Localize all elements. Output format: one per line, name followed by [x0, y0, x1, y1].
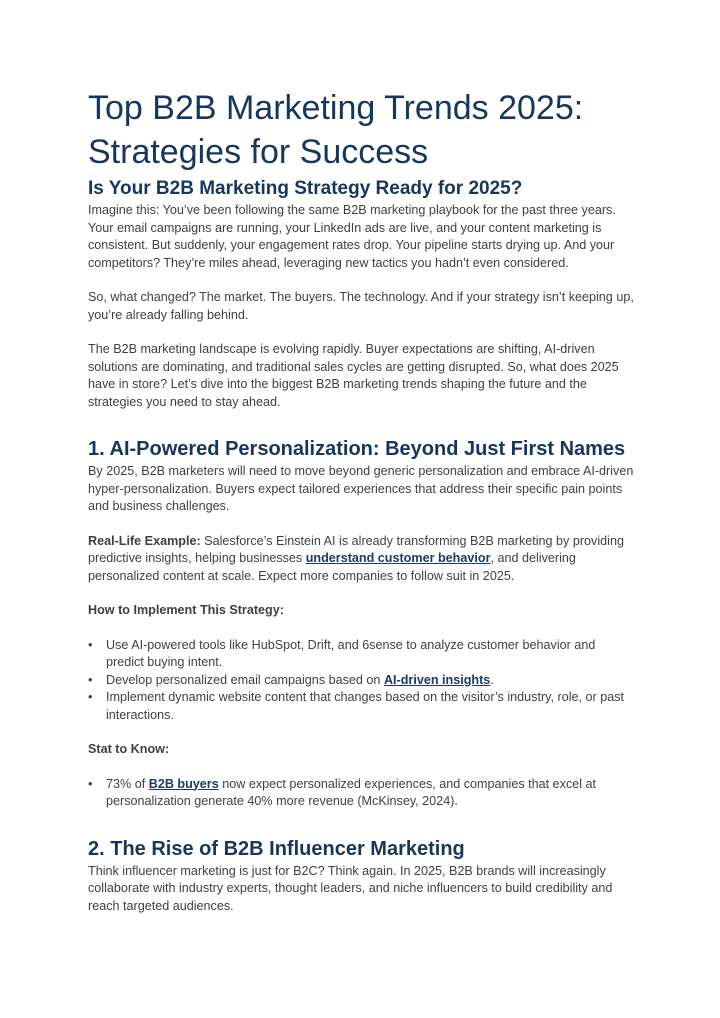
understand-customer-behavior-link[interactable]: understand customer behavior	[305, 551, 491, 565]
intro-paragraph-3: The B2B marketing landscape is evolving rapidly. Buyer expectations are shifting, AI-driven solutions are dominating, and traditional sales cycles are getting disrupted. So, what does 2025 have in store? Let’s dive into the biggest B2B marketing trends shaping the future and the strategies you need to stay ahead.	[88, 342, 619, 409]
example-text-a: Salesforce’s Einstein AI is already transforming B2B marketing by providing predictive insights, helping businesses	[88, 533, 624, 565]
intro-paragraph-1: Imagine this: You’ve been following the same B2B marketing playbook for the past three years. Your email campaigns are running, your LinkedIn ads are live, and your content marketing is consistent. But suddenly, your engagement rates drop. Your pipeline starts drying up. And your competitors? They’re miles ahead, leveraging new tactics you hadn’t even considered.	[88, 203, 616, 270]
list-item: • Develop personalized email campaigns based on AI-driven insights.	[88, 672, 636, 690]
stat-to-know-label: Stat to Know:	[88, 742, 170, 756]
how-to-implement-label: How to Implement This Strategy:	[88, 603, 284, 617]
section-2-paragraph: Think influencer marketing is just for B2C? Think again. In 2025, B2B brands will increasingly collaborate with industry experts, thought leaders, and niche influencers to build credibility and reach targeted audiences.	[88, 863, 613, 913]
subtitle-heading: Is Your B2B Marketing Strategy Ready for 2025?	[88, 178, 523, 199]
page-title: Top B2B Marketing Trends 2025: Strategies for Success	[88, 89, 584, 171]
real-life-example-label: Real-Life Example:	[88, 533, 201, 548]
b2b-buyers-link[interactable]: B2B buyers	[148, 776, 219, 791]
document-body	[88, 86, 636, 915]
list-item: • Use AI-powered tools like HubSpot, Drift, and 6sense to analyze customer behavior and predict buying intent.	[88, 637, 636, 672]
ai-driven-insights-link[interactable]: AI-driven insights	[383, 672, 491, 687]
list-item: • Implement dynamic website content that changes based on the visitor’s industry, role, or past interactions.	[88, 689, 636, 724]
real-life-example-paragraph	[88, 533, 636, 586]
stat-list	[88, 776, 636, 811]
implementation-list	[88, 637, 636, 725]
section-2-heading: 2. The Rise of B2B Influencer Marketing	[88, 837, 465, 860]
intro-paragraph-2: So, what changed? The market. The buyers. The technology. And if your strategy isn’t keeping up, you’re already falling behind.	[88, 290, 634, 322]
list-item: • 73% of B2B buyers now expect personalized experiences, and companies that excel at personalization generate 40% more revenue (McKinsey, 2024).	[88, 776, 636, 811]
section-1-paragraph: By 2025, B2B marketers will need to move beyond generic personalization and embrace AI-driven hyper-personalization. Buyers expect tailored experiences that address their specific pain points and business challenges.	[88, 464, 634, 513]
example-text-b: , and delivering personalized content at scale. Expect more companies to follow suit in 2025.	[88, 551, 576, 583]
section-1-heading: 1. AI-Powered Personalization: Beyond Just First Names	[88, 438, 626, 460]
